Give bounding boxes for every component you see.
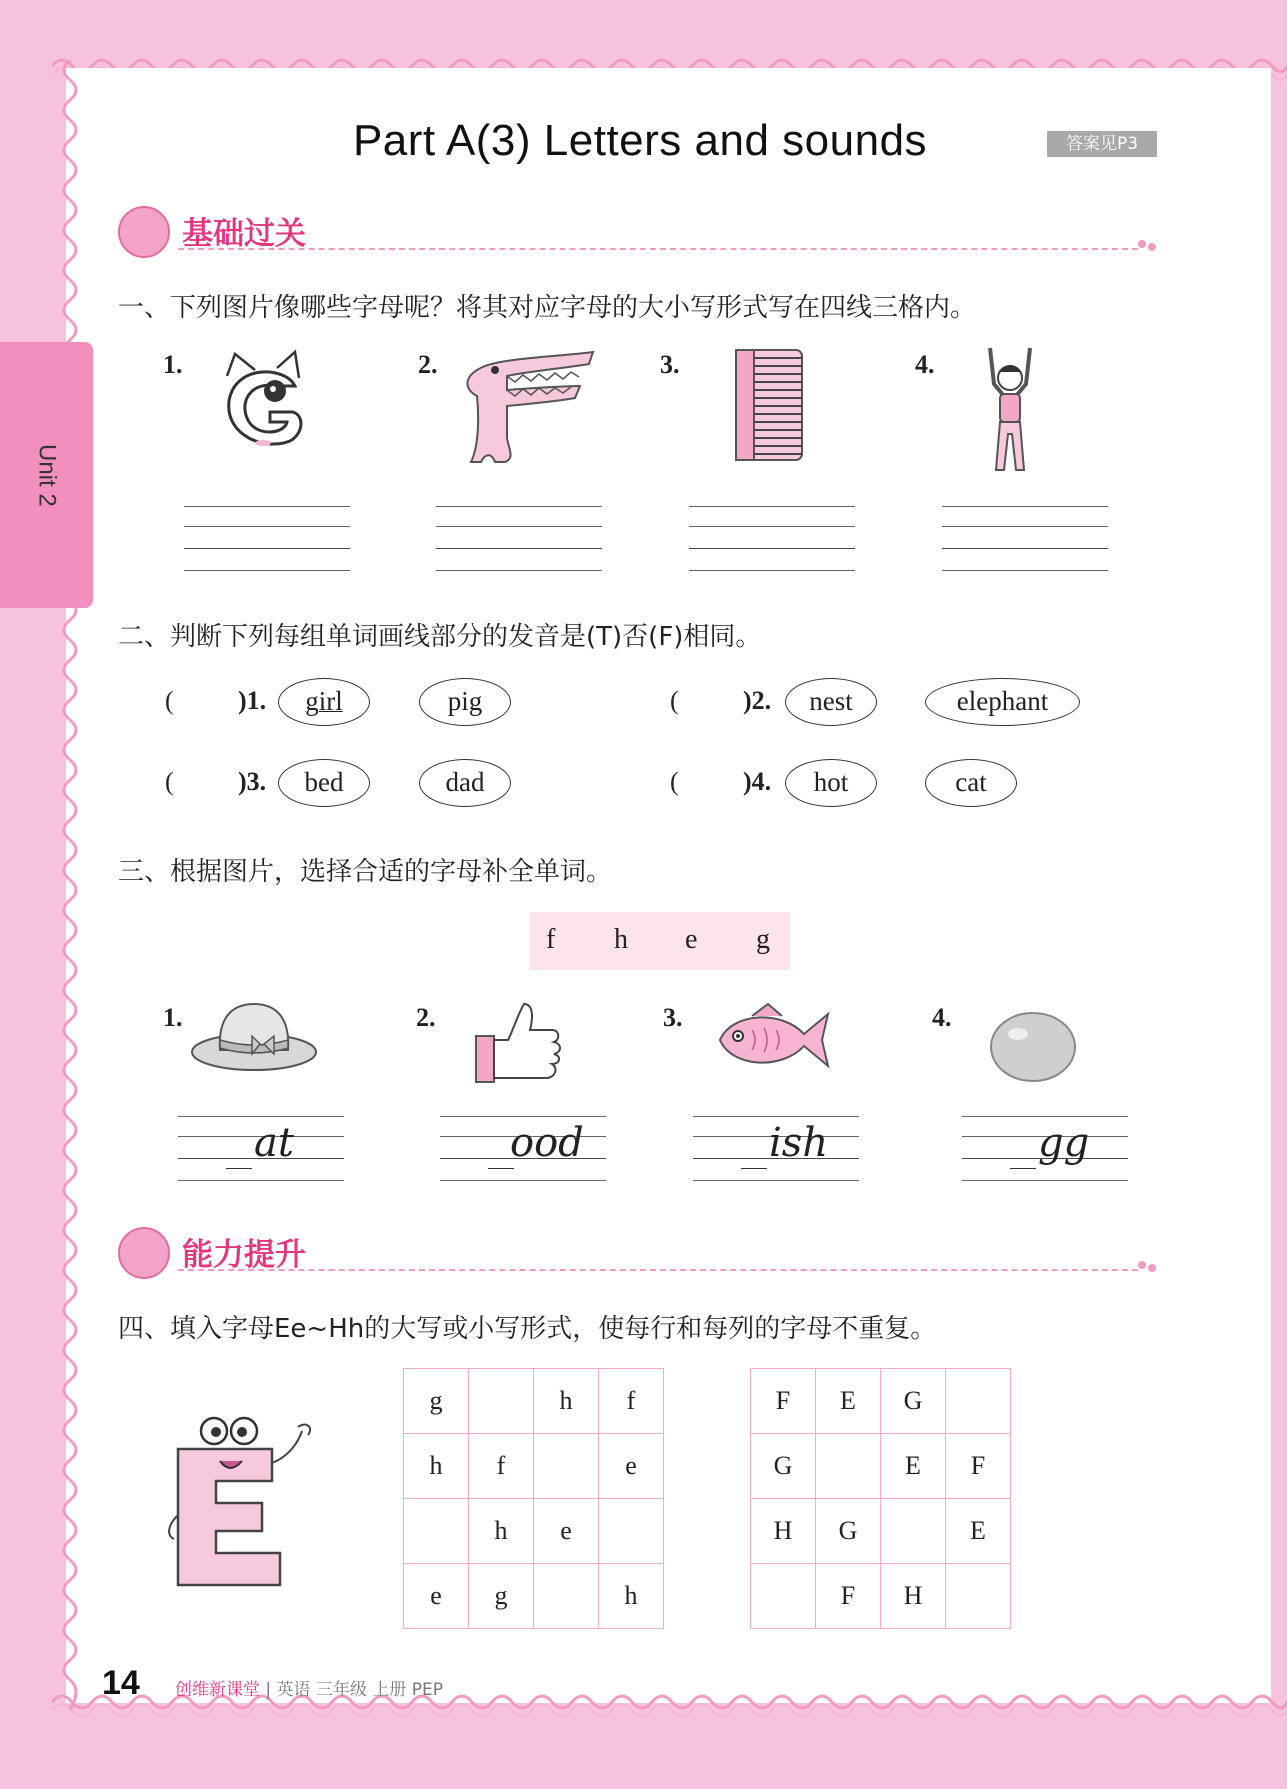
answer-reference-badge: 答案见P3 (1047, 131, 1157, 157)
four-line-writing-grid[interactable] (689, 506, 855, 572)
grid-cell: f (469, 1434, 534, 1499)
q1-item-number: 3. (660, 350, 680, 379)
word-fragment: gg (1038, 1120, 1090, 1166)
word-fragment: ish (769, 1120, 829, 1166)
word-writing-line[interactable] (178, 1116, 344, 1182)
grid-cell: G (881, 1369, 946, 1434)
grid-cell: E (881, 1434, 946, 1499)
q3-item-number: 3. (663, 1003, 683, 1032)
letter-choice-box (530, 912, 790, 970)
dashed-divider (178, 1269, 1138, 1271)
wavy-border-left (48, 60, 84, 1710)
cat-shaped-g-icon (215, 346, 315, 458)
footer-separator: | (265, 1680, 272, 1700)
grid-cell: E (816, 1369, 881, 1434)
grid-cell-empty[interactable] (881, 1499, 946, 1564)
boy-mascot-icon (118, 1227, 170, 1279)
egg-icon (988, 1010, 1078, 1084)
grid-cell-empty[interactable] (534, 1434, 599, 1499)
grid-cell-empty[interactable] (751, 1564, 816, 1629)
q2-item-number: )3. (238, 767, 267, 796)
word-oval-cat (925, 759, 1017, 807)
grid-cell-empty[interactable] (946, 1369, 1011, 1434)
word-text: dad (445, 767, 485, 797)
word-text: elephant (956, 686, 1049, 716)
word-oval-hot (785, 759, 877, 807)
thumbs-up-icon (472, 1000, 564, 1086)
word-text: pig (447, 686, 483, 716)
grid-cell: F (751, 1369, 816, 1434)
answer-paren-open[interactable]: ( (165, 686, 174, 715)
section-title-advanced: 能力提升 (182, 1237, 306, 1273)
crocodile-shaped-f-icon (445, 346, 597, 468)
word-fragment: at (254, 1120, 294, 1166)
word-text: bed (304, 767, 344, 797)
grid-cell: H (881, 1564, 946, 1629)
letter-option: g (756, 924, 770, 955)
grid-cell-empty[interactable] (946, 1564, 1011, 1629)
grid-cell-empty[interactable] (599, 1499, 664, 1564)
grid-cell-empty[interactable] (469, 1369, 534, 1434)
page-title: Part A(3) Letters and sounds (352, 116, 928, 165)
section-title-basic: 基础过关 (182, 216, 306, 252)
answer-paren-open[interactable]: ( (670, 767, 679, 796)
grid-cell-empty[interactable] (404, 1499, 469, 1564)
word-writing-line[interactable] (440, 1116, 606, 1182)
grid-cell: F (816, 1564, 881, 1629)
word-oval-bed (278, 759, 370, 807)
unit-tab-label: Unit 2 (33, 443, 61, 507)
fish-icon (712, 1000, 832, 1080)
sudoku-grid-lowercase (403, 1368, 664, 1629)
grid-cell-empty[interactable] (534, 1564, 599, 1629)
word-text: nest (809, 686, 853, 716)
word-text: girl (305, 686, 343, 716)
footer-book-info (175, 1675, 443, 1700)
divider-dot (1138, 1261, 1146, 1269)
unit-side-tab (0, 342, 93, 608)
dashed-divider (178, 248, 1138, 250)
word-writing-line[interactable] (693, 1116, 859, 1182)
boy-shaped-h-icon (982, 344, 1038, 478)
q1-item-number: 2. (418, 350, 438, 379)
grid-cell: h (469, 1499, 534, 1564)
question-3-text: 三、根据图片，选择合适的字母补全单词。 (118, 857, 613, 887)
grid-cell: G (816, 1499, 881, 1564)
letter-option: h (614, 924, 628, 955)
question-4-text: 四、填入字母Ee~Hh的大写或小写形式，使每行和每列的字母不重复。 (118, 1314, 937, 1344)
word-writing-line[interactable] (962, 1116, 1128, 1182)
q3-item-number: 4. (932, 1003, 952, 1032)
word-oval-girl (278, 678, 370, 726)
grid-cell: e (599, 1434, 664, 1499)
question-2-text: 二、判断下列每组单词画线部分的发音是(T)否(F)相同。 (118, 622, 762, 652)
q2-item-number: )4. (743, 767, 772, 796)
word-oval-elephant (925, 678, 1080, 726)
q3-item-number: 2. (416, 1003, 436, 1032)
q2-item-number: )1. (238, 686, 267, 715)
grid-cell: h (404, 1434, 469, 1499)
section-header-basic (118, 202, 1158, 258)
answer-paren-open[interactable]: ( (165, 767, 174, 796)
grid-cell: e (534, 1499, 599, 1564)
divider-dot (1148, 243, 1156, 251)
grid-cell: h (599, 1564, 664, 1629)
letter-option: e (685, 924, 698, 955)
grid-cell: E (946, 1499, 1011, 1564)
grid-cell-empty[interactable] (816, 1434, 881, 1499)
grid-cell: F (946, 1434, 1011, 1499)
q1-item-number: 1. (163, 350, 183, 379)
grid-cell: e (404, 1564, 469, 1629)
four-line-writing-grid[interactable] (942, 506, 1108, 572)
sudoku-grid-uppercase (750, 1368, 1011, 1629)
comb-shaped-e-icon (732, 346, 806, 464)
grid-cell: f (599, 1369, 664, 1434)
letter-option: f (546, 924, 556, 955)
letter-e-cartoon-icon (162, 1405, 322, 1591)
word-oval-pig (419, 678, 511, 726)
section-header-advanced (118, 1223, 1158, 1279)
girl-mascot-icon (118, 206, 170, 258)
answer-paren-open[interactable]: ( (670, 686, 679, 715)
grid-cell: g (469, 1564, 534, 1629)
word-text: cat (955, 767, 987, 797)
word-text: hot (813, 767, 849, 797)
word-oval-nest (785, 678, 877, 726)
word-fragment: ood (510, 1120, 584, 1166)
four-line-writing-grid[interactable] (436, 506, 602, 572)
grid-cell: G (751, 1434, 816, 1499)
grid-cell: g (404, 1369, 469, 1434)
page-number: 14 (102, 1664, 140, 1702)
q1-item-number: 4. (915, 350, 935, 379)
q2-item-number: )2. (743, 686, 772, 715)
q3-item-number: 1. (163, 1003, 183, 1032)
grid-cell: H (751, 1499, 816, 1564)
word-oval-dad (419, 759, 511, 807)
hat-icon (190, 1000, 318, 1074)
question-1-text: 一、下列图片像哪些字母呢？将其对应字母的大小写形式写在四线三格内。 (118, 293, 977, 323)
footer-subject: 英语 三年级 上册 PEP (276, 1680, 444, 1700)
four-line-writing-grid[interactable] (184, 506, 350, 572)
divider-dot (1148, 1264, 1156, 1272)
divider-dot (1138, 240, 1146, 248)
grid-cell: h (534, 1369, 599, 1434)
footer-brand: 创维新课堂 (175, 1680, 260, 1700)
